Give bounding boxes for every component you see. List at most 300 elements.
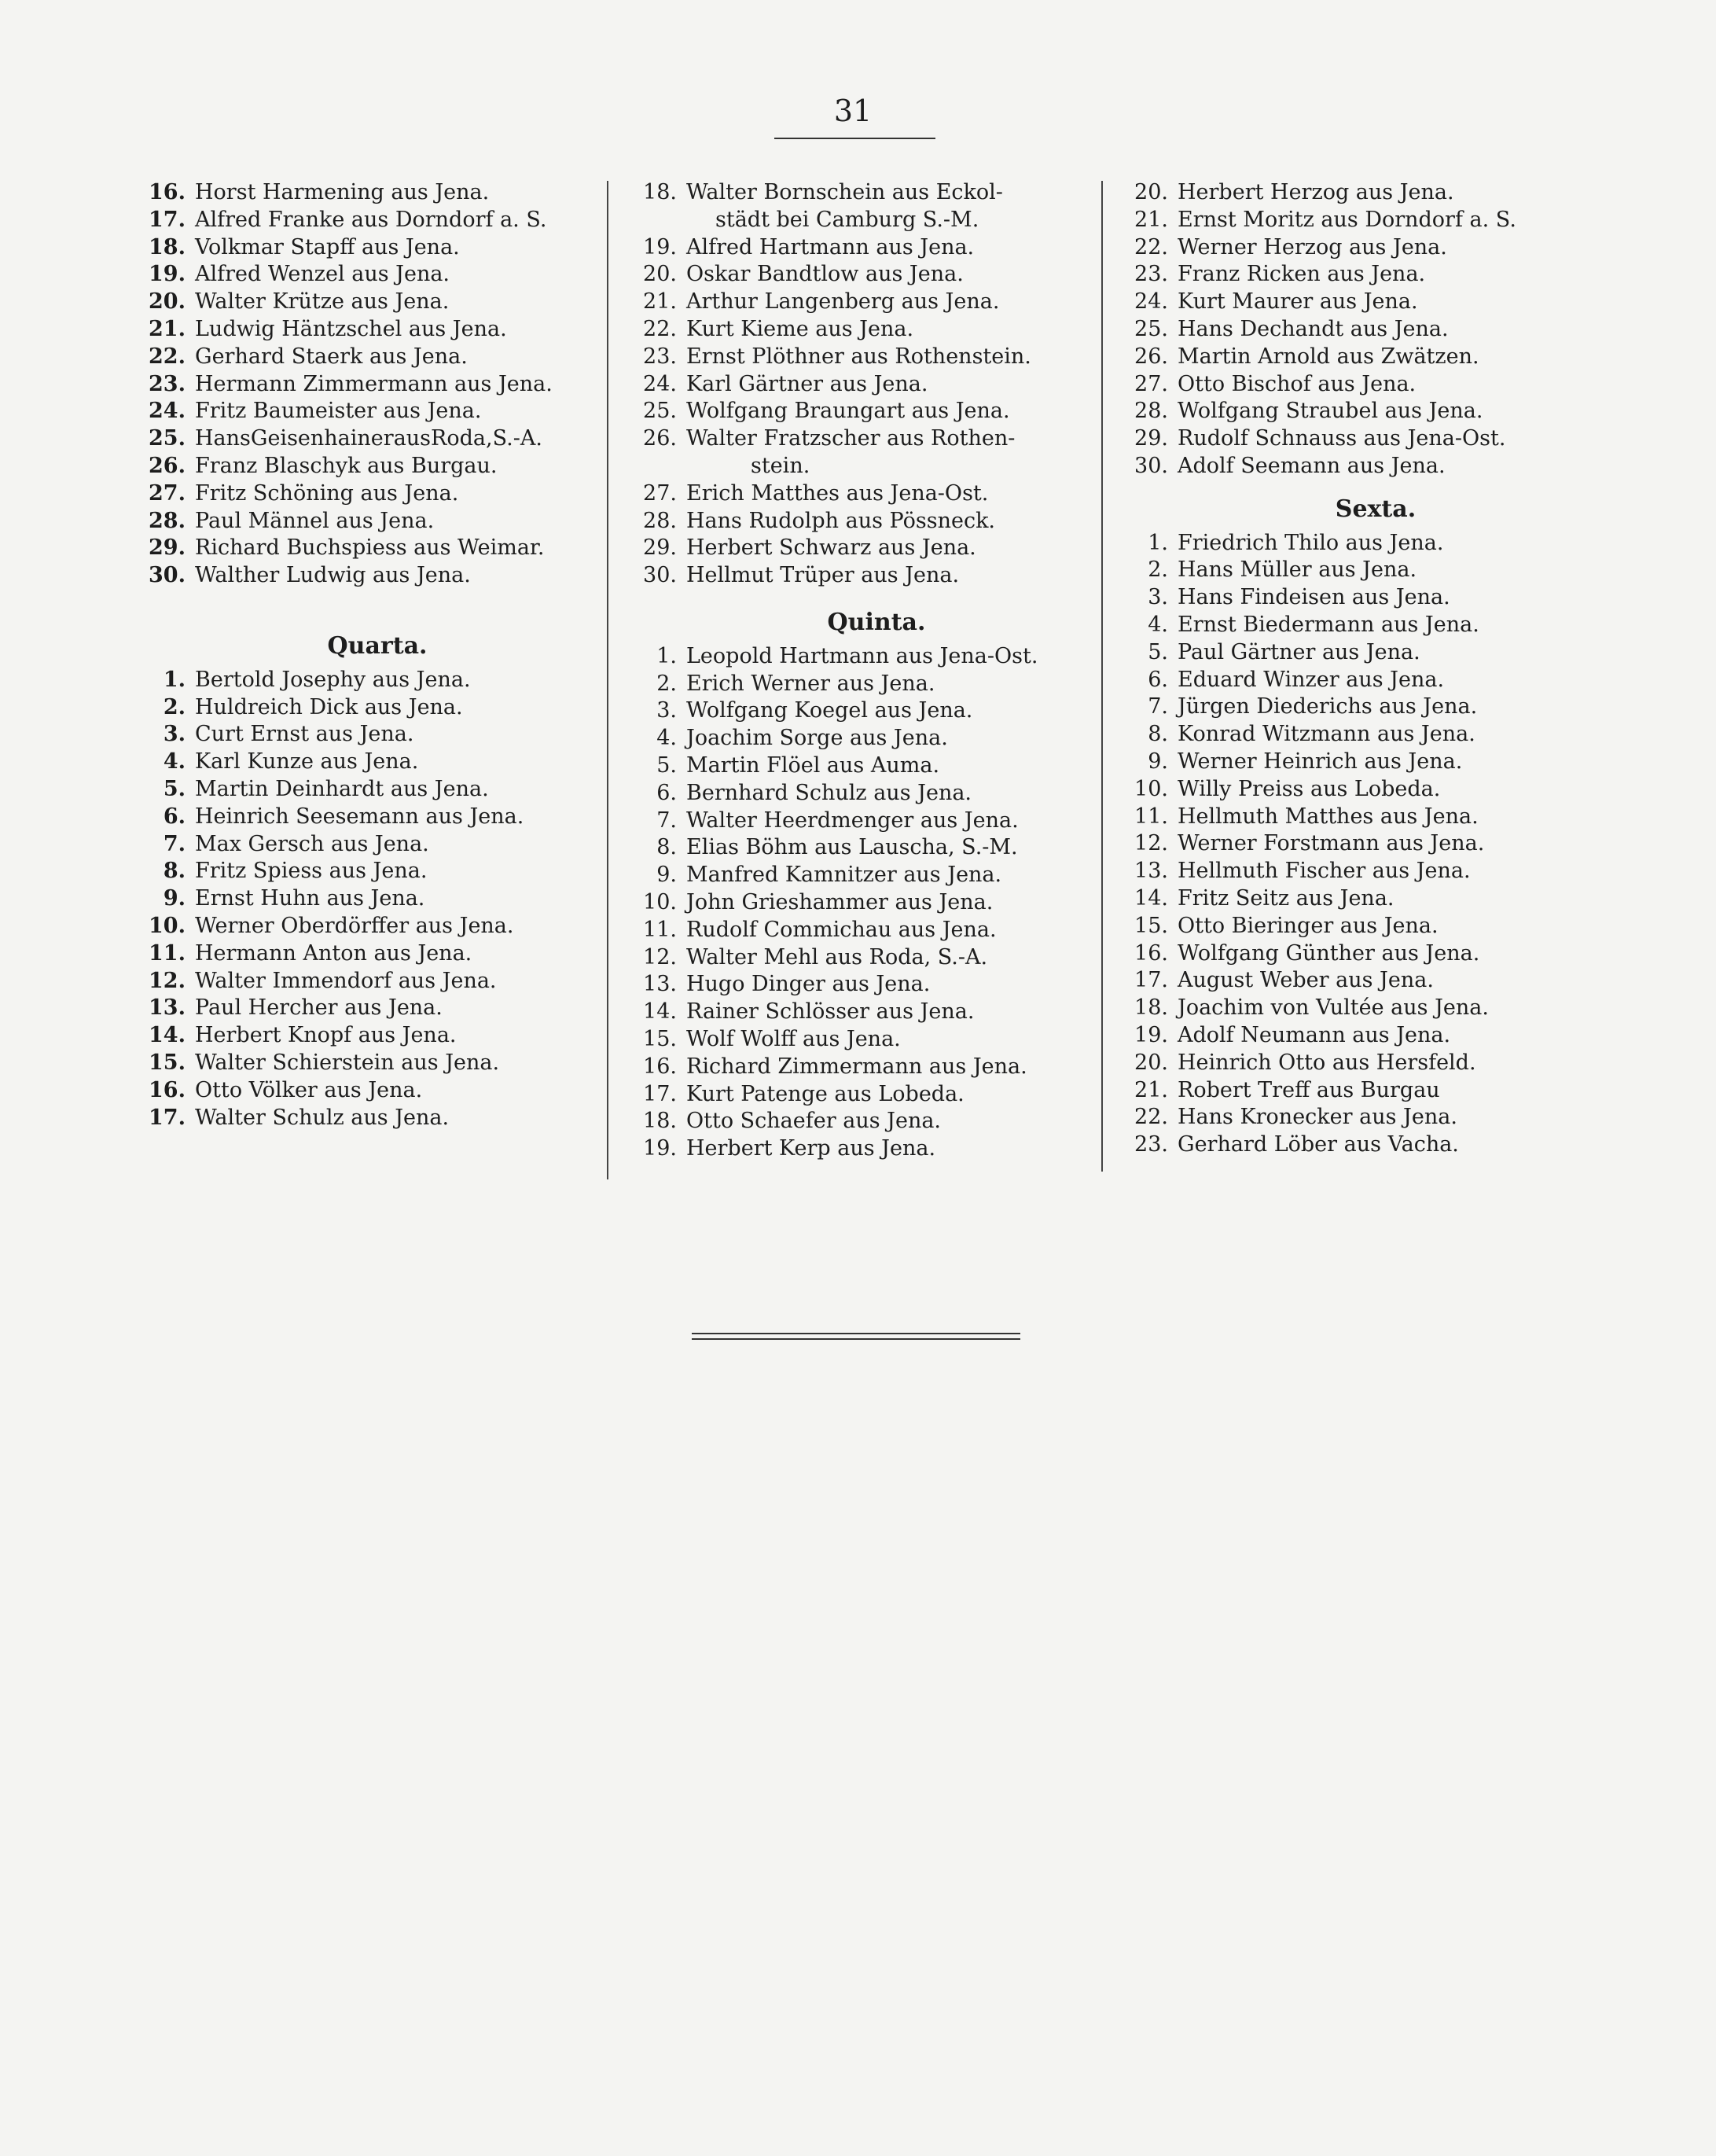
item-text: Oskar Bandtlow aus Jena.	[686, 262, 964, 287]
list-item	[1116, 776, 1604, 804]
item-number: 3.	[656, 698, 677, 723]
list-continued-col3	[1116, 179, 1604, 480]
item-number: 8.	[1148, 722, 1168, 747]
item-number: 27.	[643, 480, 677, 506]
list-item	[1116, 1077, 1604, 1105]
list-item	[625, 917, 1097, 944]
item-text: Otto Bischof aus Jena.	[1178, 371, 1417, 396]
list-item	[134, 1050, 590, 1077]
list-item	[1116, 885, 1604, 913]
item-number: 14.	[149, 1023, 186, 1048]
item-text: städt bei Camburg S.-M.	[715, 207, 979, 232]
list-item	[134, 831, 590, 859]
item-number: 15.	[149, 1050, 186, 1075]
list-item	[1116, 316, 1604, 344]
list-item	[134, 885, 590, 913]
list-item	[134, 858, 590, 885]
item-number: 9.	[656, 863, 677, 888]
item-text: Gerhard Löber aus Vacha.	[1178, 1132, 1459, 1157]
list-item	[625, 234, 1097, 262]
item-text: Wolfgang Koegel aus Jena.	[686, 698, 973, 723]
section-heading-quarta: Quarta.	[327, 631, 428, 660]
list-item	[1116, 721, 1604, 749]
item-number: 17.	[1134, 968, 1168, 993]
item-number: 1.	[163, 667, 186, 692]
item-number: 22.	[1134, 234, 1168, 259]
list-item	[625, 398, 1097, 425]
list-item	[1116, 289, 1604, 316]
item-text: Fritz Seitz aus Jena.	[1178, 885, 1394, 911]
list-item	[625, 671, 1097, 698]
list-item	[134, 508, 590, 535]
item-text: Franz Ricken aus Jena.	[1178, 262, 1426, 287]
item-text: Kurt Maurer aus Jena.	[1178, 289, 1418, 315]
item-text: Martin Deinhardt aus Jena.	[195, 776, 489, 801]
list-item	[625, 862, 1097, 889]
item-number: 17.	[149, 1105, 186, 1130]
list-item	[1116, 612, 1604, 639]
list-item	[1116, 557, 1604, 584]
list-item	[625, 316, 1097, 344]
item-text: Walter Fratzscher aus Rothen-	[686, 426, 1016, 451]
item-number: 10.	[643, 889, 677, 914]
item-number: 26.	[1134, 344, 1168, 369]
item-text: Herbert Knopf aus Jena.	[195, 1023, 457, 1048]
item-text: Hellmuth Fischer aus Jena.	[1178, 859, 1471, 884]
list-item	[134, 694, 590, 722]
list-item	[1116, 995, 1604, 1022]
item-number: 30.	[149, 563, 186, 588]
list-item	[134, 995, 590, 1022]
item-number: 6.	[1148, 667, 1168, 692]
item-number: 16.	[1134, 940, 1168, 966]
item-number: 8.	[656, 835, 677, 860]
item-number: 16.	[643, 1054, 677, 1079]
list-item	[1116, 530, 1604, 557]
item-text: Richard Buchspiess aus Weimar.	[195, 535, 545, 561]
item-number: 24.	[1134, 289, 1168, 315]
item-number: 4.	[1148, 612, 1168, 637]
list-item	[1116, 858, 1604, 885]
item-number: 21.	[1134, 207, 1168, 232]
item-number: 14.	[1134, 885, 1168, 911]
list-item	[134, 562, 590, 590]
item-number: 15.	[643, 1026, 677, 1051]
item-number: 10.	[149, 913, 186, 938]
item-text: Walter Schulz aus Jena.	[195, 1105, 450, 1130]
item-text: Hans Findeisen aus Jena.	[1178, 585, 1450, 610]
list-item	[1116, 1131, 1604, 1159]
item-number: 5.	[656, 752, 677, 778]
item-number: 29.	[1134, 426, 1168, 451]
item-number: 24.	[643, 371, 677, 396]
header-rule	[774, 138, 935, 139]
list-item	[625, 562, 1097, 590]
item-text: Konrad Witzmann aus Jena.	[1178, 722, 1475, 747]
item-number: 2.	[1148, 557, 1168, 583]
item-number: 19.	[149, 262, 186, 287]
item-text: Elias Böhm aus Lauscha, S.-M.	[686, 835, 1018, 860]
list-item	[1116, 804, 1604, 831]
list-item	[1116, 234, 1604, 262]
item-text: Ernst Huhn aus Jena.	[195, 886, 425, 911]
item-text: Hermann Zimmermann aus Jena.	[195, 371, 553, 396]
item-number: 20.	[149, 289, 186, 315]
item-number: 16.	[149, 1077, 186, 1102]
item-text: Karl Kunze aus Jena.	[195, 749, 419, 774]
list-item	[1116, 179, 1604, 207]
list-item	[625, 371, 1097, 399]
item-text: Joachim von Vultée aus Jena.	[1178, 995, 1489, 1021]
item-text: Wolf Wolff aus Jena.	[686, 1026, 901, 1051]
item-number: 18.	[643, 1109, 677, 1134]
list-item	[625, 834, 1097, 862]
list-item	[134, 913, 590, 940]
item-text: Kurt Kieme aus Jena.	[686, 316, 914, 341]
item-number: 24.	[149, 399, 186, 424]
item-number: 17.	[643, 1081, 677, 1106]
item-number: 30.	[643, 563, 677, 588]
item-text: Gerhard Staerk aus Jena.	[195, 344, 468, 369]
list-quarta	[134, 667, 590, 1132]
item-text: stein.	[751, 453, 810, 478]
list-item	[134, 535, 590, 562]
list-item	[625, 643, 1097, 671]
item-number: 19.	[643, 1136, 677, 1161]
item-number: 7.	[1148, 694, 1168, 719]
list-item-continuation	[625, 453, 1097, 480]
section-heading-sexta: Sexta.	[1335, 495, 1417, 523]
item-text: Huldreich Dick aus Jena.	[195, 694, 463, 719]
list-sexta	[1116, 530, 1604, 1159]
item-text: Bertold Josephy aus Jena.	[195, 667, 471, 692]
column-divider-2	[1101, 181, 1103, 1172]
list-item	[625, 697, 1097, 725]
item-number: 22.	[149, 344, 186, 369]
item-text: Bernhard Schulz aus Jena.	[686, 780, 972, 805]
column-2	[625, 179, 1097, 1163]
item-number: 13.	[149, 995, 186, 1021]
list-item	[134, 1105, 590, 1132]
item-number: 12.	[1134, 831, 1168, 856]
item-text: Rudolf Commichau aus Jena.	[686, 917, 997, 942]
item-text: Hans Dechandt aus Jena.	[1178, 316, 1449, 341]
column-3	[1116, 179, 1604, 1159]
item-text: Joachim Sorge aus Jena.	[686, 726, 948, 751]
item-number: 28.	[149, 508, 186, 533]
list-item	[134, 234, 590, 262]
item-number: 25.	[643, 399, 677, 424]
list-item	[625, 261, 1097, 289]
item-text: Robert Treff aus Burgau	[1178, 1077, 1440, 1102]
item-number: 27.	[149, 480, 186, 506]
item-number: 22.	[1134, 1105, 1168, 1130]
item-number: 10.	[1134, 776, 1168, 801]
item-text: Heinrich Seesemann aus Jena.	[195, 804, 524, 829]
list-item	[625, 1135, 1097, 1163]
item-text: Herbert Kerp aus Jena.	[686, 1136, 936, 1161]
list-item	[1116, 584, 1604, 612]
item-text: Walter Bornschein aus Eckol-	[686, 180, 1003, 204]
item-text: Adolf Neumann aus Jena.	[1178, 1022, 1451, 1047]
list-item	[625, 971, 1097, 999]
item-text: Heinrich Otto aus Hersfeld.	[1178, 1050, 1476, 1075]
item-number: 25.	[1134, 316, 1168, 341]
item-text: Ernst Moritz aus Dorndorf a. S.	[1178, 207, 1516, 232]
item-text: Leopold Hartmann aus Jena-Ost.	[686, 643, 1038, 668]
list-item	[625, 780, 1097, 808]
item-number: 18.	[149, 234, 186, 259]
column-1	[134, 179, 590, 1131]
list-item	[1116, 1104, 1604, 1131]
item-text: Max Gersch aus Jena.	[195, 831, 429, 856]
list-item	[1116, 207, 1604, 234]
item-number: 7.	[163, 831, 186, 856]
list-item	[1116, 1050, 1604, 1077]
item-number: 23.	[149, 371, 186, 396]
item-text: Willy Preiss aus Lobeda.	[1178, 776, 1441, 801]
item-text: Martin Arnold aus Zwätzen.	[1178, 344, 1479, 369]
item-text: Horst Harmening aus Jena.	[195, 180, 490, 204]
item-number: 5.	[1148, 639, 1168, 664]
item-text: Wolfgang Braungart aus Jena.	[686, 399, 1010, 424]
list-item	[134, 207, 590, 234]
list-quinta	[625, 643, 1097, 1163]
list-item	[1116, 940, 1604, 968]
list-item	[134, 1077, 590, 1105]
item-text: Werner Herzog aus Jena.	[1178, 234, 1447, 259]
item-number: 4.	[163, 749, 186, 774]
list-item	[134, 344, 590, 371]
item-number: 12.	[643, 944, 677, 969]
list-item	[625, 889, 1097, 917]
item-text: Walter Krütze aus Jena.	[195, 289, 450, 315]
item-number: 11.	[643, 917, 677, 942]
item-number: 16.	[149, 180, 186, 204]
item-text: Wolfgang Straubel aus Jena.	[1178, 399, 1483, 424]
item-number: 18.	[1134, 995, 1168, 1021]
item-text: Fritz Spiess aus Jena.	[195, 859, 428, 884]
list-item	[134, 453, 590, 480]
item-text: Friedrich Thilo aus Jena.	[1178, 530, 1444, 555]
list-item	[625, 480, 1097, 508]
item-text: Werner Oberdörffer aus Jena.	[195, 913, 514, 938]
item-number: 6.	[656, 780, 677, 805]
item-text: Alfred Wenzel aus Jena.	[195, 262, 450, 287]
item-number: 19.	[1134, 1022, 1168, 1047]
item-text: Kurt Patenge aus Lobeda.	[686, 1081, 965, 1106]
item-text: Hermann Anton aus Jena.	[195, 940, 472, 966]
list-item	[134, 261, 590, 289]
list-item	[1116, 398, 1604, 425]
item-number: 28.	[643, 508, 677, 533]
list-item	[625, 508, 1097, 535]
list-item	[625, 808, 1097, 835]
item-number: 25.	[149, 426, 186, 451]
item-text: Walther Ludwig aus Jena.	[195, 563, 471, 588]
list-item	[1116, 453, 1604, 480]
item-text: Hans Rudolph aus Pössneck.	[686, 508, 996, 533]
item-number: 13.	[643, 972, 677, 997]
item-number: 27.	[1134, 371, 1168, 396]
column-divider-1	[607, 181, 608, 1179]
item-number: 2.	[656, 671, 677, 696]
item-number: 11.	[1134, 804, 1168, 829]
list-item	[134, 179, 590, 207]
item-number: 5.	[163, 776, 186, 801]
item-number: 20.	[1134, 180, 1168, 204]
item-text: Walter Immendorf aus Jena.	[195, 968, 497, 993]
list-item	[625, 535, 1097, 562]
list-item	[134, 804, 590, 831]
item-number: 23.	[1134, 262, 1168, 287]
item-number: 13.	[1134, 859, 1168, 884]
item-number: 8.	[163, 859, 186, 884]
list-item	[134, 1022, 590, 1050]
item-text: Hans Müller aus Jena.	[1178, 557, 1417, 583]
item-text: Martin Flöel aus Auma.	[686, 752, 940, 778]
item-text: Hellmut Trüper aus Jena.	[686, 563, 960, 588]
item-text: Paul Hercher aus Jena.	[195, 995, 443, 1021]
item-number: 23.	[643, 344, 677, 369]
item-number: 11.	[149, 940, 186, 966]
item-number: 1.	[1148, 530, 1168, 555]
item-text: Curt Ernst aus Jena.	[195, 722, 414, 747]
item-number: 18.	[643, 180, 677, 204]
item-number: 26.	[149, 453, 186, 478]
item-text: Erich Werner aus Jena.	[686, 671, 935, 696]
list-item	[134, 749, 590, 776]
list-continued-col2b	[625, 480, 1097, 590]
item-number: 20.	[1134, 1050, 1168, 1075]
item-text: Hellmuth Matthes aus Jena.	[1178, 804, 1479, 829]
list-item	[134, 316, 590, 344]
item-number: 20.	[643, 262, 677, 287]
item-number: 21.	[149, 316, 186, 341]
item-text: HansGeisenhainerausRoda,S.-A.	[195, 426, 542, 451]
item-text: Fritz Schöning aus Jena.	[195, 480, 459, 506]
item-text: Manfred Kamnitzer aus Jena.	[686, 863, 1002, 888]
list-item	[134, 667, 590, 694]
item-text: Wolfgang Günther aus Jena.	[1178, 940, 1480, 966]
list-item	[1116, 639, 1604, 667]
item-text: Herbert Schwarz aus Jena.	[686, 535, 976, 561]
item-text: John Grieshammer aus Jena.	[686, 889, 994, 914]
list-item	[625, 944, 1097, 972]
item-text: Arthur Langenberg aus Jena.	[686, 289, 1000, 315]
item-text: Richard Zimmermann aus Jena.	[686, 1054, 1027, 1079]
item-number: 19.	[643, 234, 677, 259]
list-item	[134, 289, 590, 316]
item-text: Hans Kronecker aus Jena.	[1178, 1105, 1457, 1130]
list-item	[1116, 749, 1604, 776]
item-text: Jürgen Diederichs aus Jena.	[1178, 694, 1478, 719]
list-item	[625, 1108, 1097, 1135]
list-item	[625, 1054, 1097, 1081]
item-number: 28.	[1134, 399, 1168, 424]
item-number: 9.	[1148, 749, 1168, 774]
list-item	[134, 940, 590, 968]
item-number: 1.	[656, 643, 677, 668]
list-item	[625, 344, 1097, 371]
item-text: Fritz Baumeister aus Jena.	[195, 399, 482, 424]
item-text: Werner Forstmann aus Jena.	[1178, 831, 1485, 856]
list-item	[134, 480, 590, 508]
item-text: Erich Matthes aus Jena-Ost.	[686, 480, 989, 506]
item-number: 6.	[163, 804, 186, 829]
list-continued-col1	[134, 179, 590, 590]
list-item	[1116, 425, 1604, 453]
list-continued-col2a	[625, 234, 1097, 426]
item-number: 3.	[1148, 585, 1168, 610]
item-text: Rudolf Schnauss aus Jena-Ost.	[1178, 426, 1506, 451]
list-item	[625, 289, 1097, 316]
item-text: Volkmar Stapff aus Jena.	[195, 234, 460, 259]
list-item	[134, 721, 590, 749]
list-item	[1116, 344, 1604, 371]
item-text: Otto Bieringer aus Jena.	[1178, 913, 1439, 938]
item-text: Franz Blaschyk aus Burgau.	[195, 453, 498, 478]
item-text: Paul Männel aus Jena.	[195, 508, 435, 533]
item-number: 7.	[656, 808, 677, 833]
item-number: 3.	[163, 722, 186, 747]
item-text: Alfred Franke aus Dorndorf a. S.	[195, 207, 547, 232]
item-number: 21.	[643, 289, 677, 315]
list-item	[134, 371, 590, 399]
list-item	[625, 1081, 1097, 1109]
item-text: Karl Gärtner aus Jena.	[686, 371, 928, 396]
list-item	[1116, 913, 1604, 940]
item-text: Walter Mehl aus Roda, S.-A.	[686, 944, 988, 969]
item-text: Adolf Seemann aus Jena.	[1178, 453, 1446, 478]
item-text: Eduard Winzer aus Jena.	[1178, 667, 1445, 692]
list-item	[625, 179, 1097, 207]
item-text: Otto Völker aus Jena.	[195, 1077, 423, 1102]
item-number: 9.	[163, 886, 186, 911]
list-item	[625, 999, 1097, 1026]
item-text: Rainer Schlösser aus Jena.	[686, 999, 975, 1025]
list-item	[134, 398, 590, 425]
item-text: Ludwig Häntzschel aus Jena.	[195, 316, 507, 341]
list-item	[1116, 830, 1604, 858]
list-item	[625, 725, 1097, 752]
list-item	[134, 968, 590, 995]
item-text: Herbert Herzog aus Jena.	[1178, 180, 1454, 204]
list-item	[625, 425, 1097, 453]
item-number: 14.	[643, 999, 677, 1025]
item-number: 22.	[643, 316, 677, 341]
item-number: 26.	[643, 426, 677, 451]
closing-double-rule	[692, 1333, 1020, 1340]
item-number: 2.	[163, 694, 186, 719]
item-text: Hugo Dinger aus Jena.	[686, 972, 931, 997]
item-number: 30.	[1134, 453, 1168, 478]
section-heading-quinta: Quinta.	[827, 608, 926, 636]
item-text: Paul Gärtner aus Jena.	[1178, 639, 1420, 664]
item-number: 12.	[149, 968, 186, 993]
page-number: 31	[833, 94, 873, 128]
item-number: 15.	[1134, 913, 1168, 938]
item-number: 4.	[656, 726, 677, 751]
list-item	[1116, 1022, 1604, 1050]
item-text: Ernst Biedermann aus Jena.	[1178, 612, 1479, 637]
list-item	[625, 1026, 1097, 1054]
list-item	[1116, 967, 1604, 995]
item-number: 23.	[1134, 1132, 1168, 1157]
list-item-continuation	[625, 207, 1097, 234]
list-item	[134, 425, 590, 453]
item-number: 29.	[643, 535, 677, 561]
